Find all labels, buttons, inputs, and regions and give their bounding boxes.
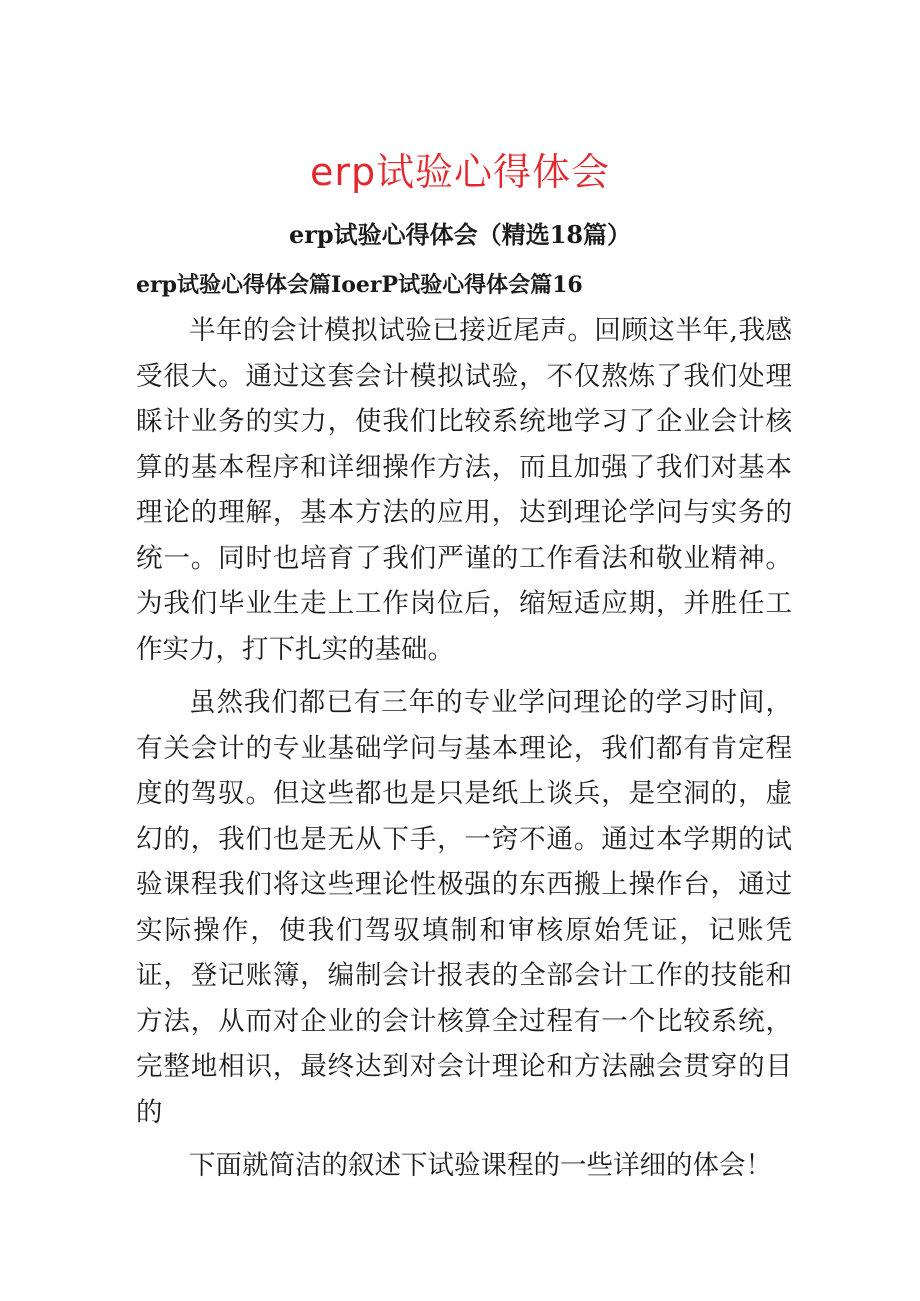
paragraph-3: 下面就简洁的叙述下试验课程的一些详细的体会！ bbox=[189, 1150, 772, 1181]
document-body bbox=[136, 308, 792, 1189]
document-subtitle: erp试验心得体会（精选18篇） bbox=[288, 220, 632, 249]
paragraph-1: 半年的会计模拟试验已接近尾声。回顾这半年,我感受很大。通过这套会计模拟试验，不仅熬炼了我们处理睬计业务的实力，使我们比较系统地学习了企业会计核算的基本程序和详细操作方法，而且加强了我们对基本理论的理解，基本方法的应用，达到理论学问与实务的统一。同时也培育了我们严谨的工作看法和敬业精神。为我们毕业生走上工作岗位后，缩短适应期，并胜任工作实力，打下扎实的基础。 bbox=[136, 315, 792, 665]
paragraph-2: 虽然我们都已有三年的专业学问理论的学习时间，有关会计的专业基础学问与基本理论，我们都有肯定程度的驾驭。但这些都也是只是纸上谈兵，是空洞的，虚幻的，我们也是无从下手，一窍不通。通过本学期的试验课程我们将这些理论性极强的东西搬上操作台，通过实际操作，使我们驾驭填制和审核原始凭证，记账凭证，登记账簿，编制会计报表的全部会计工作的技能和方法，从而对企业的会计核算全过程有一个比较系统，完整地相识，最终达到对会计理论和方法融会贯穿的目的 bbox=[136, 687, 792, 1128]
section-heading: erp试验心得体会篇IoerP试验心得体会篇16 bbox=[136, 272, 583, 298]
document-title: erp试验心得体会 bbox=[309, 150, 611, 194]
